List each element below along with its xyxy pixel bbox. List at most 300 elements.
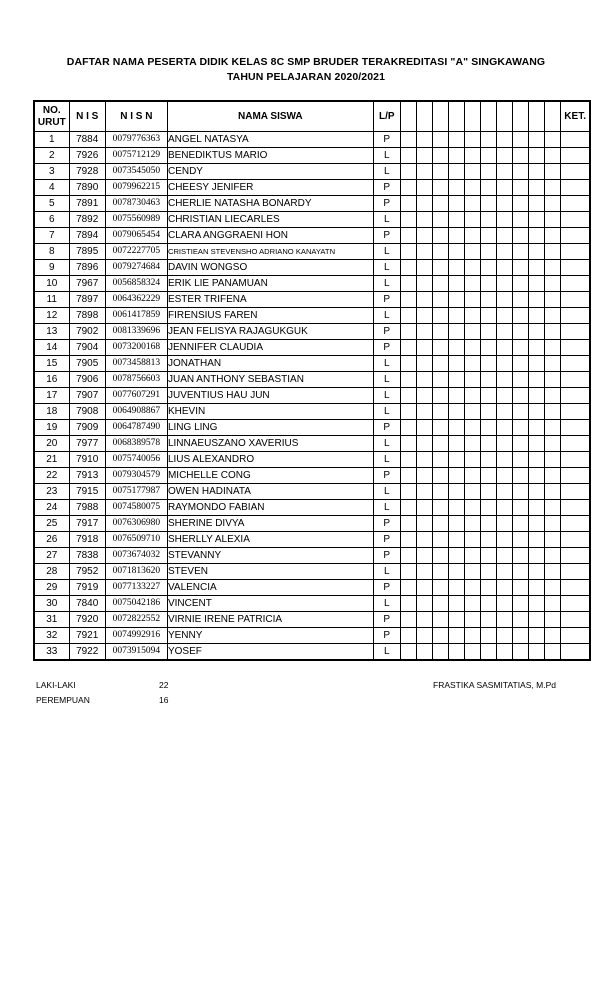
row-blank-cell — [416, 164, 432, 180]
row-gender: P — [373, 468, 400, 484]
row-blank-cell — [513, 340, 529, 356]
col-header-ket: KET. — [561, 101, 590, 132]
row-blank-cell — [400, 532, 416, 548]
row-blank-cell — [464, 452, 480, 468]
row-ket — [561, 196, 590, 212]
table-row — [34, 212, 590, 228]
row-blank-cell — [400, 196, 416, 212]
row-nis: 7905 — [69, 356, 105, 372]
row-blank-cell — [416, 596, 432, 612]
row-blank-cell — [529, 356, 545, 372]
row-blank-cell — [513, 516, 529, 532]
row-blank-cell — [416, 564, 432, 580]
row-gender: P — [373, 516, 400, 532]
row-blank-cell — [416, 580, 432, 596]
row-blank-cell — [448, 580, 464, 596]
row-ket — [561, 468, 590, 484]
row-blank-cell — [513, 628, 529, 644]
row-student-name: CLARA ANGGRAENI HON — [167, 228, 373, 244]
row-blank-cell — [513, 596, 529, 612]
row-blank-cell — [497, 596, 513, 612]
row-number: 14 — [34, 340, 69, 356]
row-blank-cell — [432, 484, 448, 500]
row-gender: L — [373, 596, 400, 612]
row-ket — [561, 596, 590, 612]
row-blank-cell — [416, 388, 432, 404]
row-student-name: JEAN FELISYA RAJAGUKGUK — [167, 324, 373, 340]
row-number: 21 — [34, 452, 69, 468]
row-nis: 7838 — [69, 548, 105, 564]
row-blank-cell — [481, 452, 497, 468]
row-student-name: CENDY — [167, 164, 373, 180]
row-blank-cell — [400, 132, 416, 148]
row-blank-cell — [497, 292, 513, 308]
row-nis: 7909 — [69, 420, 105, 436]
row-student-name: YOSEF — [167, 644, 373, 661]
row-nis: 7926 — [69, 148, 105, 164]
row-blank-cell — [416, 612, 432, 628]
row-blank-cell — [513, 612, 529, 628]
row-number: 33 — [34, 644, 69, 661]
row-blank-cell — [416, 292, 432, 308]
row-number: 23 — [34, 484, 69, 500]
row-blank-cell — [464, 244, 480, 260]
female-count: 16 — [159, 695, 169, 705]
row-number: 10 — [34, 276, 69, 292]
row-blank-cell — [481, 228, 497, 244]
row-blank-cell — [497, 500, 513, 516]
row-nis: 7890 — [69, 180, 105, 196]
row-blank-cell — [448, 548, 464, 564]
row-blank-cell — [545, 484, 561, 500]
row-nisn: 0075177987 — [105, 484, 167, 500]
row-ket — [561, 292, 590, 308]
row-ket — [561, 548, 590, 564]
row-nis: 7896 — [69, 260, 105, 276]
row-blank-cell — [432, 244, 448, 260]
row-blank-cell — [464, 532, 480, 548]
row-blank-cell — [513, 132, 529, 148]
student-table — [33, 100, 591, 661]
row-nisn: 0077607291 — [105, 388, 167, 404]
row-student-name: STEVEN — [167, 564, 373, 580]
table-row — [34, 244, 590, 260]
row-blank-cell — [464, 580, 480, 596]
row-number: 30 — [34, 596, 69, 612]
row-blank-cell — [448, 228, 464, 244]
col-header-blank — [448, 101, 464, 132]
row-blank-cell — [529, 164, 545, 180]
row-blank-cell — [416, 420, 432, 436]
row-blank-cell — [545, 596, 561, 612]
row-blank-cell — [513, 452, 529, 468]
row-blank-cell — [400, 468, 416, 484]
row-blank-cell — [481, 644, 497, 661]
row-number: 32 — [34, 628, 69, 644]
row-blank-cell — [432, 612, 448, 628]
row-number: 3 — [34, 164, 69, 180]
row-nisn: 0075560989 — [105, 212, 167, 228]
row-nisn: 0064362229 — [105, 292, 167, 308]
row-blank-cell — [432, 436, 448, 452]
row-blank-cell — [545, 356, 561, 372]
row-blank-cell — [416, 244, 432, 260]
table-body — [34, 132, 590, 661]
row-blank-cell — [529, 292, 545, 308]
row-nisn: 0075712129 — [105, 148, 167, 164]
row-blank-cell — [448, 420, 464, 436]
col-header-blank — [416, 101, 432, 132]
row-blank-cell — [497, 516, 513, 532]
row-student-name: DAVIN WONGSO — [167, 260, 373, 276]
row-blank-cell — [400, 612, 416, 628]
row-blank-cell — [481, 212, 497, 228]
row-blank-cell — [481, 532, 497, 548]
row-blank-cell — [464, 148, 480, 164]
row-student-name: STEVANNY — [167, 548, 373, 564]
row-blank-cell — [497, 628, 513, 644]
row-blank-cell — [513, 548, 529, 564]
row-blank-cell — [432, 420, 448, 436]
row-number: 31 — [34, 612, 69, 628]
row-blank-cell — [529, 612, 545, 628]
row-ket — [561, 340, 590, 356]
row-ket — [561, 388, 590, 404]
row-student-name: VALENCIA — [167, 580, 373, 596]
row-blank-cell — [481, 356, 497, 372]
row-blank-cell — [545, 548, 561, 564]
row-blank-cell — [481, 324, 497, 340]
row-blank-cell — [481, 404, 497, 420]
row-blank-cell — [448, 388, 464, 404]
row-student-name: FIRENSIUS FAREN — [167, 308, 373, 324]
row-blank-cell — [400, 356, 416, 372]
row-gender: P — [373, 580, 400, 596]
col-header-nis: N I S — [69, 101, 105, 132]
row-blank-cell — [529, 388, 545, 404]
row-blank-cell — [448, 164, 464, 180]
table-row — [34, 436, 590, 452]
row-blank-cell — [464, 132, 480, 148]
row-nis: 7840 — [69, 596, 105, 612]
row-blank-cell — [545, 436, 561, 452]
row-blank-cell — [497, 436, 513, 452]
row-nisn: 0061417859 — [105, 308, 167, 324]
row-nis: 7967 — [69, 276, 105, 292]
row-blank-cell — [400, 628, 416, 644]
row-blank-cell — [432, 596, 448, 612]
row-gender: L — [373, 356, 400, 372]
row-blank-cell — [416, 516, 432, 532]
row-blank-cell — [513, 292, 529, 308]
row-blank-cell — [481, 196, 497, 212]
row-blank-cell — [448, 452, 464, 468]
row-blank-cell — [432, 500, 448, 516]
row-blank-cell — [529, 260, 545, 276]
row-ket — [561, 148, 590, 164]
col-header-no: NO. URUT — [34, 101, 69, 132]
table-row — [34, 308, 590, 324]
row-blank-cell — [416, 452, 432, 468]
row-blank-cell — [464, 612, 480, 628]
col-header-name: NAMA SISWA — [167, 101, 373, 132]
row-ket — [561, 180, 590, 196]
row-blank-cell — [432, 132, 448, 148]
row-nis: 7920 — [69, 612, 105, 628]
row-blank-cell — [464, 404, 480, 420]
row-blank-cell — [545, 164, 561, 180]
row-blank-cell — [497, 180, 513, 196]
row-blank-cell — [400, 148, 416, 164]
row-blank-cell — [432, 356, 448, 372]
row-student-name: CRISTIEAN STEVENSHO ADRIANO KANAYATN — [167, 244, 373, 260]
row-ket — [561, 276, 590, 292]
row-blank-cell — [416, 180, 432, 196]
row-student-name: JUVENTIUS HAU JUN — [167, 388, 373, 404]
row-blank-cell — [416, 500, 432, 516]
row-ket — [561, 308, 590, 324]
row-blank-cell — [464, 228, 480, 244]
row-blank-cell — [432, 340, 448, 356]
row-blank-cell — [497, 164, 513, 180]
row-blank-cell — [545, 372, 561, 388]
row-ket — [561, 132, 590, 148]
row-blank-cell — [400, 228, 416, 244]
row-nis: 7908 — [69, 404, 105, 420]
row-nis: 7907 — [69, 388, 105, 404]
row-blank-cell — [448, 132, 464, 148]
row-blank-cell — [448, 612, 464, 628]
row-blank-cell — [529, 436, 545, 452]
row-ket — [561, 356, 590, 372]
row-blank-cell — [464, 292, 480, 308]
row-blank-cell — [529, 452, 545, 468]
row-blank-cell — [497, 388, 513, 404]
row-blank-cell — [545, 420, 561, 436]
row-blank-cell — [513, 212, 529, 228]
row-blank-cell — [464, 164, 480, 180]
row-blank-cell — [416, 260, 432, 276]
row-blank-cell — [464, 372, 480, 388]
row-gender: L — [373, 484, 400, 500]
row-nisn: 0073545050 — [105, 164, 167, 180]
table-row — [34, 148, 590, 164]
row-blank-cell — [400, 404, 416, 420]
row-blank-cell — [481, 484, 497, 500]
row-nis: 7928 — [69, 164, 105, 180]
row-blank-cell — [416, 132, 432, 148]
row-nis: 7919 — [69, 580, 105, 596]
row-ket — [561, 532, 590, 548]
table-row — [34, 404, 590, 420]
row-nis: 7977 — [69, 436, 105, 452]
row-blank-cell — [513, 420, 529, 436]
row-gender: P — [373, 228, 400, 244]
row-blank-cell — [481, 164, 497, 180]
row-number: 9 — [34, 260, 69, 276]
row-blank-cell — [400, 276, 416, 292]
row-blank-cell — [513, 276, 529, 292]
table-row — [34, 564, 590, 580]
row-blank-cell — [529, 484, 545, 500]
table-row — [34, 452, 590, 468]
row-blank-cell — [529, 372, 545, 388]
row-blank-cell — [497, 564, 513, 580]
row-blank-cell — [400, 324, 416, 340]
row-nis: 7915 — [69, 484, 105, 500]
row-blank-cell — [497, 404, 513, 420]
row-number: 24 — [34, 500, 69, 516]
row-blank-cell — [464, 436, 480, 452]
row-blank-cell — [432, 628, 448, 644]
row-blank-cell — [464, 468, 480, 484]
row-blank-cell — [432, 452, 448, 468]
row-nis: 7884 — [69, 132, 105, 148]
row-gender: L — [373, 372, 400, 388]
row-number: 7 — [34, 228, 69, 244]
row-blank-cell — [545, 612, 561, 628]
row-blank-cell — [481, 260, 497, 276]
row-nis: 7897 — [69, 292, 105, 308]
row-blank-cell — [432, 260, 448, 276]
row-blank-cell — [400, 548, 416, 564]
row-blank-cell — [513, 196, 529, 212]
row-blank-cell — [497, 196, 513, 212]
col-header-blank — [400, 101, 416, 132]
row-blank-cell — [432, 548, 448, 564]
row-blank-cell — [545, 148, 561, 164]
row-nisn: 0071813620 — [105, 564, 167, 580]
row-gender: L — [373, 212, 400, 228]
row-nisn: 0078730463 — [105, 196, 167, 212]
row-blank-cell — [529, 148, 545, 164]
row-number: 13 — [34, 324, 69, 340]
row-blank-cell — [416, 484, 432, 500]
row-ket — [561, 644, 590, 661]
row-blank-cell — [529, 548, 545, 564]
row-blank-cell — [448, 644, 464, 661]
row-blank-cell — [448, 148, 464, 164]
row-blank-cell — [448, 532, 464, 548]
row-blank-cell — [464, 388, 480, 404]
row-blank-cell — [448, 212, 464, 228]
row-number: 26 — [34, 532, 69, 548]
row-blank-cell — [529, 516, 545, 532]
row-blank-cell — [400, 420, 416, 436]
row-blank-cell — [545, 388, 561, 404]
row-student-name: SHERLLY ALEXIA — [167, 532, 373, 548]
row-blank-cell — [481, 180, 497, 196]
row-blank-cell — [481, 132, 497, 148]
row-student-name: RAYMONDO FABIAN — [167, 500, 373, 516]
row-blank-cell — [497, 372, 513, 388]
table-row — [34, 372, 590, 388]
row-blank-cell — [497, 532, 513, 548]
row-student-name: ESTER TRIFENA — [167, 292, 373, 308]
row-blank-cell — [513, 260, 529, 276]
row-blank-cell — [513, 324, 529, 340]
row-blank-cell — [545, 644, 561, 661]
row-ket — [561, 212, 590, 228]
row-student-name: BENEDIKTUS MARIO — [167, 148, 373, 164]
row-student-name: JUAN ANTHONY SEBASTIAN — [167, 372, 373, 388]
row-blank-cell — [464, 420, 480, 436]
row-blank-cell — [545, 580, 561, 596]
row-ket — [561, 420, 590, 436]
row-blank-cell — [448, 500, 464, 516]
row-blank-cell — [448, 276, 464, 292]
row-blank-cell — [416, 628, 432, 644]
row-nisn: 0079776363 — [105, 132, 167, 148]
row-blank-cell — [416, 436, 432, 452]
row-blank-cell — [432, 164, 448, 180]
row-blank-cell — [448, 372, 464, 388]
row-number: 29 — [34, 580, 69, 596]
row-blank-cell — [432, 532, 448, 548]
row-blank-cell — [545, 452, 561, 468]
row-nisn: 0073915094 — [105, 644, 167, 661]
row-blank-cell — [529, 596, 545, 612]
row-nis: 7917 — [69, 516, 105, 532]
row-blank-cell — [448, 356, 464, 372]
row-blank-cell — [432, 212, 448, 228]
row-blank-cell — [529, 468, 545, 484]
row-student-name: SHERINE DIVYA — [167, 516, 373, 532]
row-gender: L — [373, 436, 400, 452]
row-blank-cell — [513, 644, 529, 661]
row-nisn: 0075042186 — [105, 596, 167, 612]
row-blank-cell — [497, 548, 513, 564]
row-blank-cell — [464, 180, 480, 196]
row-blank-cell — [416, 532, 432, 548]
row-number: 27 — [34, 548, 69, 564]
row-blank-cell — [497, 148, 513, 164]
row-gender: L — [373, 564, 400, 580]
row-blank-cell — [416, 340, 432, 356]
row-blank-cell — [497, 324, 513, 340]
row-blank-cell — [481, 340, 497, 356]
row-blank-cell — [448, 596, 464, 612]
row-gender: L — [373, 308, 400, 324]
row-nisn: 0068389578 — [105, 436, 167, 452]
row-blank-cell — [448, 468, 464, 484]
row-blank-cell — [400, 180, 416, 196]
row-number: 11 — [34, 292, 69, 308]
row-blank-cell — [497, 260, 513, 276]
row-blank-cell — [481, 612, 497, 628]
row-blank-cell — [529, 420, 545, 436]
row-nis: 7922 — [69, 644, 105, 661]
row-blank-cell — [513, 164, 529, 180]
row-nis: 7902 — [69, 324, 105, 340]
row-nisn: 0074992916 — [105, 628, 167, 644]
row-blank-cell — [416, 548, 432, 564]
row-blank-cell — [400, 516, 416, 532]
row-blank-cell — [448, 308, 464, 324]
row-nis: 7918 — [69, 532, 105, 548]
row-blank-cell — [400, 244, 416, 260]
male-label: LAKI-LAKI — [36, 680, 76, 690]
row-blank-cell — [529, 404, 545, 420]
row-nisn: 0073674032 — [105, 548, 167, 564]
table-row — [34, 132, 590, 148]
row-blank-cell — [464, 564, 480, 580]
table-header-row — [34, 101, 590, 132]
row-number: 28 — [34, 564, 69, 580]
row-student-name: VINCENT — [167, 596, 373, 612]
table-row — [34, 276, 590, 292]
table-row — [34, 420, 590, 436]
